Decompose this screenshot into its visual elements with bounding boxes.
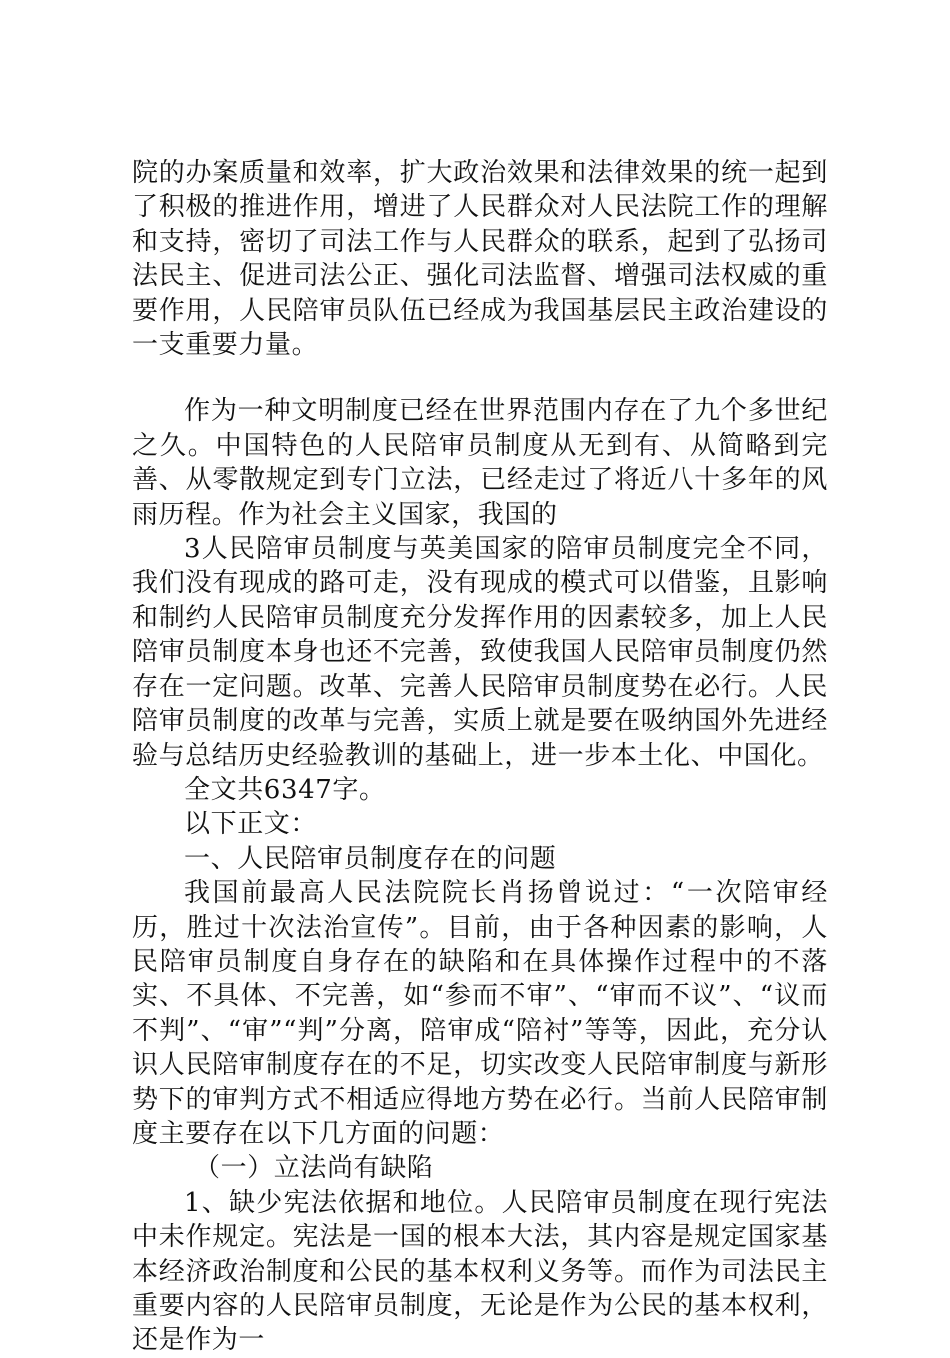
paragraph-problems: 我国前最高人民法院院长肖扬曾说过：“一次陪审经历，胜过十次法治宣传”。目前，由于各种因素的影响，人民陪审员制度自身存在的缺陷和在具体操作过程中的不落实、不具体、不完善，如“参而不审”、“审而不议”、“议而不判”、“审”“判”分离，陪审成“陪衬”等等，因此，充分认识人民陪审制度存在的不足，切实改变人民陪审制度与新形势下的审判方式不相适应得地方势在必行。当前人民陪审制度主要存在以下几方面的问题： (132, 878, 828, 1149)
paragraph-continuation: 院的办案质量和效率，扩大政治效果和法律效果的统一起到了积极的推进作用，增进了人民群众对人民法院工作的理解和支持，密切了司法工作与人民群众的联系，起到了弘扬司法民主、促进司法公正、强化司法监督、增强司法权威的重要作用，人民陪审员队伍已经成为我国基层民主政治建设的一支重要力量。 (132, 158, 828, 361)
paragraph-jury-history: 作为一种文明制度已经在世界范围内存在了九个多世纪之久。中国特色的人民陪审员制度从无到有、从简略到完善、从零散规定到专门立法，已经走过了将近八十多年的风雨历程。作为社会主义国家，我国的 (132, 396, 828, 530)
paragraph-jury-reform: 3人民陪审员制度与英美国家的陪审员制度完全不同，我们没有现成的路可走，没有现成的模式可以借鉴，且影响和制约人民陪审员制度充分发挥作用的因素较多，加上人民陪审员制度本身也还不完善，致使我国人民陪审员制度仍然存在一定问题。改革、完善人民陪审员制度势在必行。人民陪审员制度的改革与完善，实质上就是要在吸纳国外先进经验与总结历史经验教训的基础上，进一步本土化、中国化。 (132, 534, 828, 771)
paragraph-constitution: 1、缺少宪法依据和地位。人民陪审员制度在现行宪法中未作规定。宪法是一国的根本大法，其内容是规定国家基本经济政治制度和公民的基本权利义务等。而作为司法民主重要内容的人民陪审员制度，无论是作为公民的基本权利，还是作为一 (132, 1187, 828, 1356)
body-intro-line: 以下正文： (184, 809, 318, 840)
word-count-line: 全文共6347字。 (184, 774, 386, 805)
subsection-heading-legislation: （一）立法尚有缺陷 (194, 1153, 434, 1184)
document-body (132, 156, 828, 1358)
section-heading-problems: 一、人民陪审员制度存在的问题 (184, 843, 557, 874)
